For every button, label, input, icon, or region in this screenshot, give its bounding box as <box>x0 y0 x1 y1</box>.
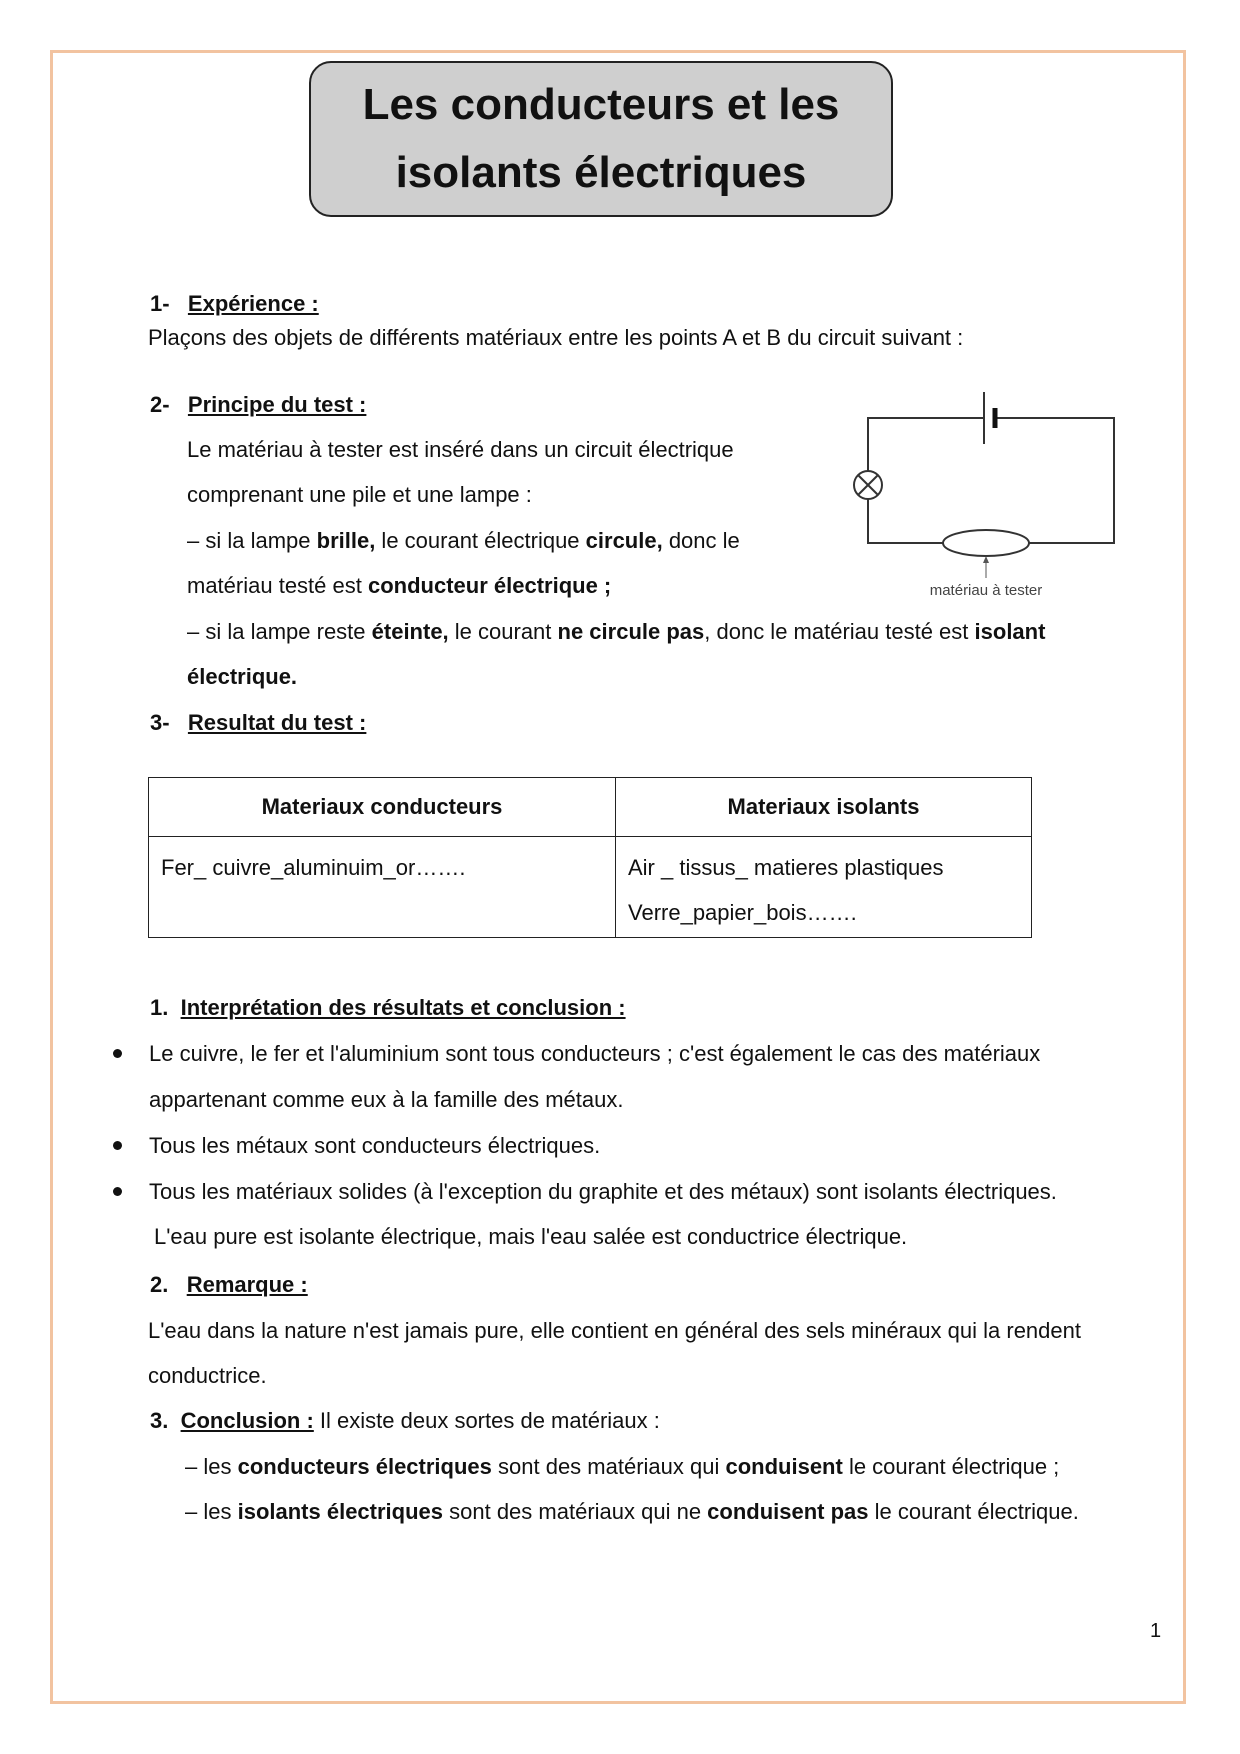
bullet-3 <box>113 1187 122 1196</box>
remarque-line-2: conductrice. <box>148 1363 267 1388</box>
principe-line-5: – si la lampe reste éteinte, le courant ne circule pas, donc le matériau testé est isolant <box>187 619 1046 644</box>
circuit-label: matériau à tester <box>929 582 1043 599</box>
principe-line-2: comprenant une pile et une lampe : <box>187 482 532 507</box>
section-3-heading: 3- Resultat du test : <box>150 710 367 735</box>
cell-isolants <box>616 837 1032 938</box>
arrow-head <box>983 556 989 563</box>
header-isolants: Materiaux isolants <box>616 778 1032 837</box>
table-header-row <box>149 778 1032 837</box>
principe-line-6: électrique. <box>187 664 298 689</box>
page-number: 1 <box>1150 1620 1162 1642</box>
principe-heading: Principe du test : <box>187 392 367 417</box>
circuit-diagram <box>842 388 1124 606</box>
remarque-heading: 2. Remarque : <box>150 1272 308 1297</box>
section-1-heading: 1- Expérience : <box>150 291 319 316</box>
conclusion-heading: 3. Conclusion : Il existe deux sortes de matériaux : <box>150 1408 660 1433</box>
section-1-text: Plaçons des objets de différents matériaux entre les points A et B du circuit suivant : <box>148 325 964 350</box>
cell-conducteurs: Fer_ cuivre_aluminuim_or……. <box>149 837 616 938</box>
material-under-test <box>943 530 1029 556</box>
conclusion-line-2: – les isolants électriques sont des matériaux qui ne conduisent pas le courant électrique. <box>185 1499 1079 1524</box>
header-conducteurs: Materiaux conducteurs <box>149 778 616 837</box>
conclusion-line-1: – les conducteurs électriques sont des matériaux qui conduisent le courant électrique ; <box>185 1454 1060 1479</box>
wire-bottom-left <box>868 499 943 543</box>
lamp-icon <box>854 471 882 499</box>
principe-line-4: matériau testé est conducteur électrique ; <box>187 573 612 598</box>
wire-top-left <box>868 418 984 471</box>
results-table <box>148 777 1032 938</box>
title-line-2: isolants électriques <box>395 148 807 197</box>
interp-bullet-1-cont: appartenant comme eux à la famille des métaux. <box>149 1087 624 1112</box>
resultat-heading: Resultat du test : <box>187 710 367 735</box>
interp-heading: 1. Interprétation des résultats et conclusion : <box>150 995 626 1020</box>
interp-bullet-2: Tous les métaux sont conducteurs électriques. <box>149 1133 601 1158</box>
interp-bullet-3-cont: L'eau pure est isolante électrique, mais l'eau salée est conductrice électrique. <box>154 1224 908 1249</box>
section-2-heading: 2- Principe du test : <box>150 392 367 417</box>
principe-line-3: – si la lampe brille, le courant électrique circule, donc le <box>187 528 740 553</box>
isolants-line-2: Verre_papier_bois……. <box>628 900 857 925</box>
interp-bullet-3: Tous les matériaux solides (à l'exception du graphite et des métaux) sont isolants électriques. <box>149 1179 1057 1204</box>
isolants-line-1: Air _ tissus_ matieres plastiques <box>628 855 944 880</box>
principe-line-1: Le matériau à tester est inséré dans un circuit électrique <box>187 437 734 462</box>
remarque-line-1: L'eau dans la nature n'est jamais pure, elle contient en général des sels minéraux qui la rendent <box>148 1318 1081 1343</box>
bullet-2 <box>113 1141 122 1150</box>
page-title <box>309 61 893 217</box>
experience-heading: Expérience : <box>187 291 319 316</box>
wire-top-right <box>995 418 1114 543</box>
bullet-1 <box>113 1049 122 1058</box>
interp-bullet-1: Le cuivre, le fer et l'aluminium sont tous conducteurs ; c'est également le cas des matériaux <box>149 1041 1041 1066</box>
table-row <box>149 837 1032 938</box>
title-line-1: Les conducteurs et les <box>362 80 840 129</box>
